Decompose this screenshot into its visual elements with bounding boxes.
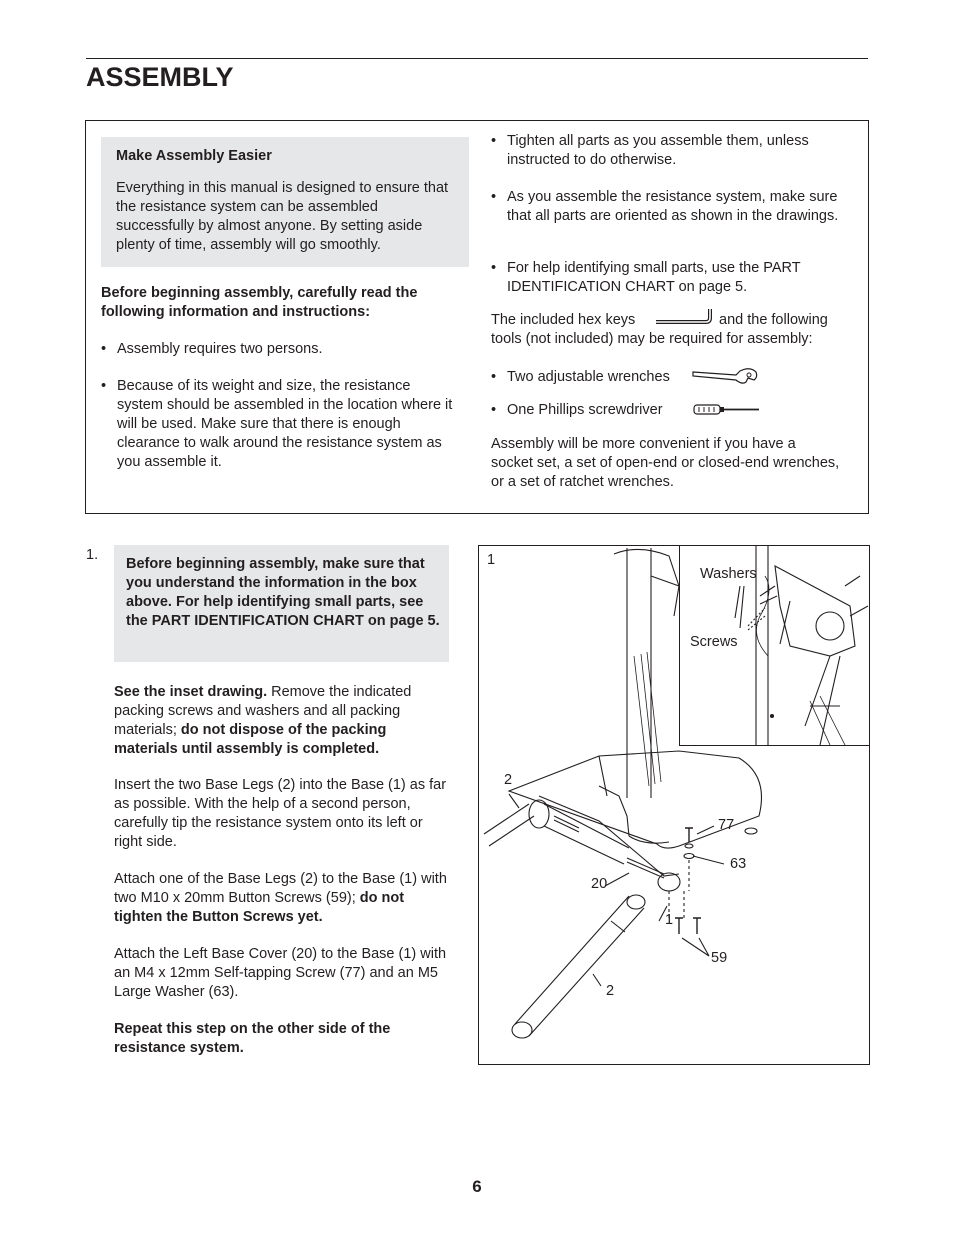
callout-label: 2 [504,772,513,788]
figure-number: 1 [487,552,496,568]
step-callout-panel [114,545,449,662]
make-assembly-easier-panel [101,137,469,267]
step-paragraph-5: Repeat this step on the other side of the resistance system. [114,1021,391,1056]
hex-text-b-start: and the following [719,312,828,328]
adjustable-wrench-icon [690,366,760,388]
step-paragraph-4: Attach the Left Base Cover (20) to the Base (1) with an M4 x 12mm Self-tapping Screw (77) and an M5 Large Washer (63). [114,946,447,1000]
inset-label-screws: Screws [690,634,738,650]
step-paragraph-2: Insert the two Base Legs (2) into the Base (1) as far as possible. With the help of a second person, carefully tip the resistance system onto its left or right side. [114,777,447,850]
step-paragraph-1: See the inset drawing. Remove the indicated packing screws and washers and all packing materials; do not dispose of the packing materials until assembly is completed. [114,684,412,757]
hex-text-a: The included hex keys [491,312,636,328]
page-number: 6 [472,1177,482,1196]
step-number: 1. [86,547,99,563]
callout-label: 63 [730,856,747,872]
hex-key-icon [654,306,714,328]
hex-text-b: tools (not included) may be required for assembly: [491,331,813,347]
step-callout: Before beginning assembly, make sure that you understand the information in the box above. For help identifying small parts, see the PART IDENTIFICATION CHART on page 5. [126,556,440,629]
callout-label: 59 [711,950,728,966]
callout-label: 77 [718,817,735,833]
callout-label: 1 [665,912,674,928]
easier-text: Everything in this manual is designed to ensure that the resistance system can be assembled successfully by almost anyone. By setting aside plenty of time, assembly will go smoothly. [116,180,449,253]
step-paragraph-3: Attach one of the Base Legs (2) to the Base (1) with two M10 x 20mm Button Screws (59); do not tighten the Button Screws yet. [114,871,447,925]
closing-text: Assembly will be more convenient if you have a socket set, a set of open-end or closed-end wrenches, or a set of ratchet wrenches. [491,436,840,490]
easier-title: Make Assembly Easier [116,148,272,164]
inset-drawing [679,545,870,746]
callout-label: 20 [591,876,608,892]
callout-label: 2 [606,983,615,999]
before-heading: Before beginning assembly, carefully read the following information and instructions: [101,285,418,320]
page-title: ASSEMBLY [86,62,234,92]
inset-label-washers: Washers [700,566,757,582]
header-rule [86,58,868,59]
phillips-screwdriver-icon [693,402,763,418]
